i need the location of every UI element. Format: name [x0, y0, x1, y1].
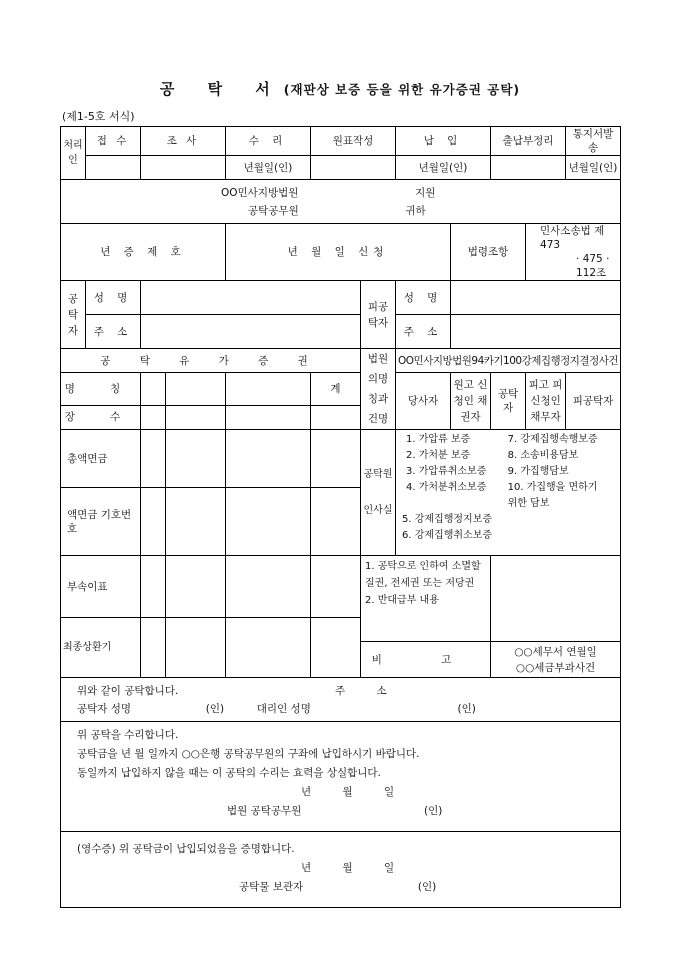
processing-label: 처리인: [61, 127, 86, 180]
tax-case: ○○세금부과사건: [515, 661, 596, 674]
court-case-label: 법원의명칭과건명: [361, 349, 396, 430]
receipt-block: [61, 832, 621, 908]
notice-date: 년월일(인): [566, 156, 621, 180]
note-item-2: 2. 반대급부 내용: [365, 595, 439, 606]
notes-right[interactable]: [491, 556, 621, 642]
defendant-respondent: 피공탁자: [566, 373, 621, 430]
count-cell-2[interactable]: [166, 405, 226, 430]
cause-item-6: 6. 강제집행취소보증: [402, 530, 493, 541]
cause-item-10: 10. 가집행을 면하기: [507, 482, 598, 493]
title-main: 공 탁 서: [159, 80, 284, 98]
court-addressee: [61, 180, 621, 224]
maturity-cell-2[interactable]: [166, 618, 226, 678]
acceptance-seal: (인): [424, 805, 443, 817]
col-payment: 납 입: [396, 127, 491, 156]
face-cell-2[interactable]: [166, 430, 226, 488]
defendant-label: 피고 피신청인 채무자: [526, 373, 566, 430]
coupon-cell-1[interactable]: [141, 556, 166, 618]
col-ledger: 출납부정리: [491, 127, 566, 156]
extinguished-rights: [361, 556, 491, 642]
face-cell-3[interactable]: [226, 430, 311, 488]
serial-cell-1[interactable]: [141, 488, 166, 556]
remarks-label: 비 고: [361, 642, 491, 678]
acceptance-block: [61, 722, 621, 832]
declaration-line1: 위와 같이 공탁합니다.: [77, 684, 179, 697]
serial-total[interactable]: [311, 488, 361, 556]
acceptance-officer: 법원 공탁공무원: [227, 805, 302, 817]
payment-date: 년월일(인): [396, 156, 491, 180]
coupon-total[interactable]: [311, 556, 361, 618]
name-cell-3[interactable]: [226, 373, 311, 406]
court-name: OO민사지방법원: [221, 186, 299, 199]
respondent-label: 피공탁자: [361, 281, 396, 349]
form-title: [0, 78, 680, 99]
receipt-seal: (인): [417, 881, 437, 893]
total-label: 계: [311, 373, 361, 406]
filing-date-label: 년 월 일 신청: [226, 224, 451, 281]
col-investigation: 조 사: [141, 127, 226, 156]
securities-header: 공 탁 유 가 증 권: [61, 349, 361, 373]
coupon-label: 부속이표: [61, 556, 141, 618]
declaration: [61, 678, 621, 722]
law-value: [526, 224, 621, 281]
cause-item-4: 4. 가처분취소보증: [406, 482, 487, 493]
acceptance-line2: 공탁금을 년 월 일까지 ○○은행 공탁공무원의 구좌에 납입하시기 바랍니다.: [77, 748, 420, 760]
court-suffix: 귀하: [405, 204, 426, 217]
tax-office: ○○세무서 연월일: [514, 645, 597, 658]
depositor-address-label: 주 소: [86, 315, 141, 349]
face-total[interactable]: [311, 430, 361, 488]
maturity-total[interactable]: [311, 618, 361, 678]
record-cell[interactable]: [311, 156, 396, 180]
depositor-name-value[interactable]: [141, 281, 361, 315]
cause-item-10-cont: 위한 담보: [507, 498, 550, 509]
coupon-cell-3[interactable]: [226, 556, 311, 618]
count-cell-3[interactable]: [226, 405, 311, 430]
receipt-custodian: 공탁물 보관자: [239, 881, 304, 893]
declaration-seal: (인): [205, 702, 225, 715]
col-acceptance: 수 리: [226, 127, 311, 156]
deposit-form-table: [60, 126, 621, 908]
serial-cell-2[interactable]: [166, 488, 226, 556]
declaration-seal2: (인): [457, 702, 476, 715]
maturity-label: 최종상환기: [61, 618, 141, 678]
col-notice: 통지서발송: [566, 127, 621, 156]
respondent-name-label: 성 명: [396, 281, 451, 315]
maturity-cell-1[interactable]: [141, 618, 166, 678]
respondent-address-value[interactable]: [451, 315, 621, 349]
declaration-depositor: 공탁자 성명: [77, 702, 132, 715]
depositor-name-label: 성 명: [86, 281, 141, 315]
name-cell-2[interactable]: [166, 373, 226, 406]
cause-item-5: 5. 강제집행정지보증: [402, 514, 493, 525]
count-cell-1[interactable]: [141, 405, 166, 430]
investigation-cell[interactable]: [141, 156, 226, 180]
cause-label: 공탁원인사실: [361, 430, 396, 556]
acceptance-date: 년월일(인): [226, 156, 311, 180]
note-item-1: 1. 공탁으로 인하여 소멸할 질권, 전세권 또는 저당권: [365, 561, 481, 589]
serial-cell-3[interactable]: [226, 488, 311, 556]
serial-label: 액면금 기호번호: [61, 488, 141, 556]
securities-count-label: 장 수: [61, 405, 141, 430]
applicant-depositor: 공탁자: [491, 373, 526, 430]
count-total[interactable]: [311, 405, 361, 430]
cause-item-2: 2. 가처분 보증: [406, 450, 471, 461]
party-label: 당사자: [396, 373, 451, 430]
court-branch: 지원: [415, 186, 436, 199]
declaration-address: 주 소: [335, 684, 401, 697]
cause-list: [396, 430, 621, 556]
cause-item-7: 7. 강제집행속행보증: [507, 434, 598, 445]
receipt-line1: (영수증) 위 공탁금이 납입되었음을 증명합니다.: [77, 843, 295, 855]
law-value-line1: 민사소송법 제473: [540, 225, 605, 251]
col-receipt: 접 수: [86, 127, 141, 156]
acceptance-line1: 위 공탁을 수리합니다.: [77, 729, 179, 741]
receipt-date: 년 월 일: [301, 862, 395, 874]
law-label: 법령조항: [451, 224, 526, 281]
receipt-cell[interactable]: [86, 156, 141, 180]
face-value-label: 총액면금: [61, 430, 141, 488]
remarks-value: [491, 642, 621, 678]
cause-item-9: 9. 가집행담보: [507, 466, 569, 477]
securities-name-label: 명 칭: [61, 373, 141, 406]
respondent-address-label: 주 소: [396, 315, 451, 349]
acceptance-line3: 동일까지 납입하지 않을 때는 이 공탁의 수리는 효력을 상실합니다.: [77, 767, 381, 779]
cause-item-8: 8. 소송비용담보: [507, 450, 579, 461]
court-officer: 공탁공무원: [248, 204, 299, 217]
acceptance-date: 년 월 일: [301, 786, 395, 798]
face-cell-1[interactable]: [141, 430, 166, 488]
col-original-record: 원표작성: [311, 127, 396, 156]
name-cell-1[interactable]: [141, 373, 166, 406]
cause-item-1: 1. 가압류 보증: [406, 434, 471, 445]
case-number-label: 년 증 제 호: [61, 224, 226, 281]
title-sub: (재판상 보증 등을 위한 유가증권 공탁): [283, 82, 521, 97]
declaration-agent: 대리인 성명: [256, 702, 311, 715]
applicant-label: 원고 신청인 채권자: [451, 373, 491, 430]
ledger-cell[interactable]: [491, 156, 566, 180]
respondent-name-value[interactable]: [451, 281, 621, 315]
law-value-line2: · 475 · 112조: [576, 253, 610, 279]
court-case-value: OO민사지방법원94카기100강제집행정지결정사건: [396, 349, 621, 373]
form-number: (제1-5호 서식): [62, 110, 135, 123]
depositor-address-value[interactable]: [141, 315, 361, 349]
maturity-cell-3[interactable]: [226, 618, 311, 678]
coupon-cell-2[interactable]: [166, 556, 226, 618]
depositor-label: 공탁자: [61, 281, 86, 349]
cause-item-3: 3. 가압류취소보증: [406, 466, 487, 477]
